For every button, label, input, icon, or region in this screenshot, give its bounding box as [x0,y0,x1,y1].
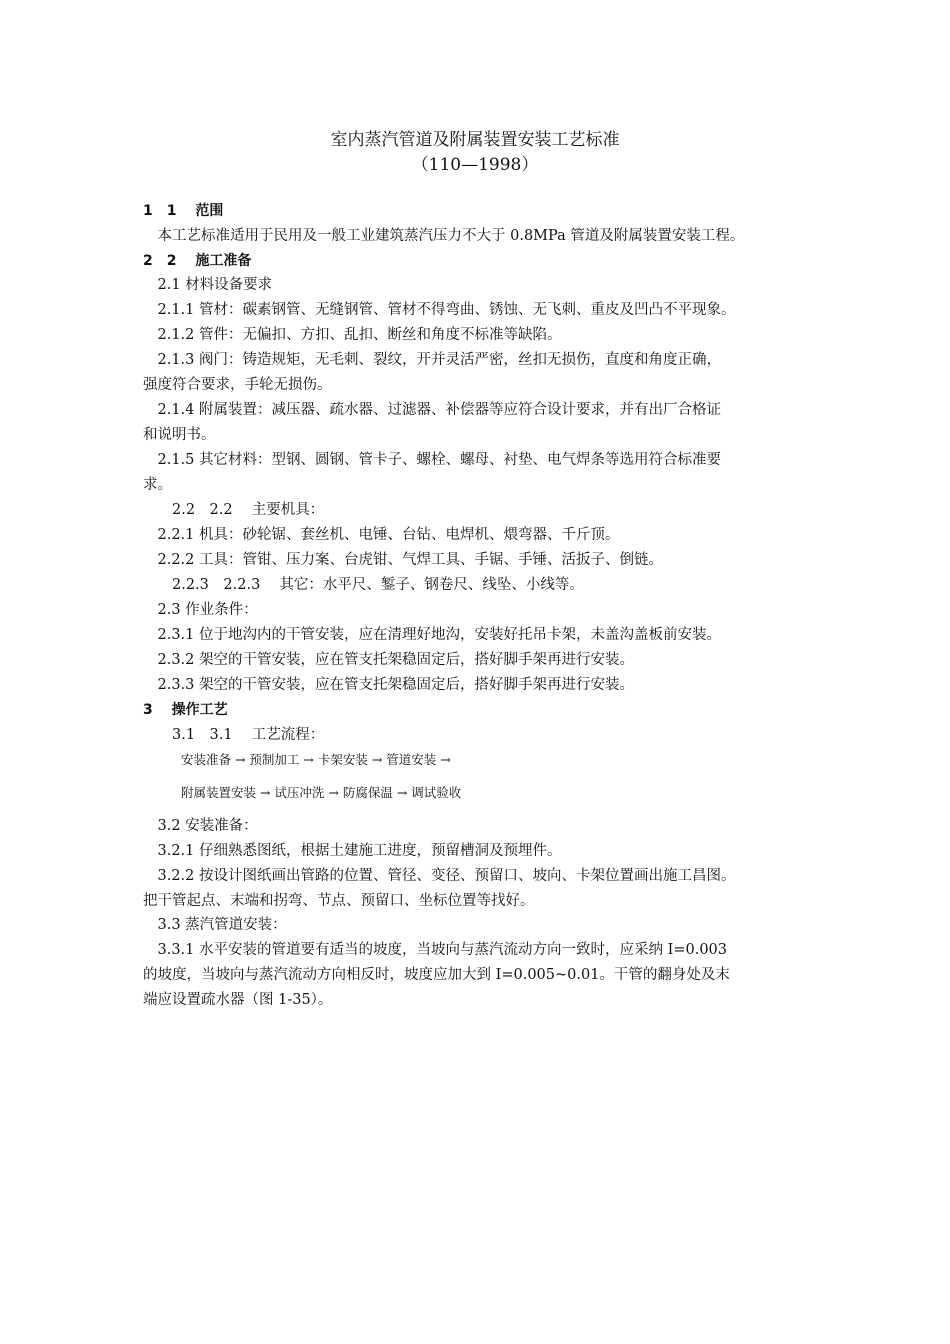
paragraph-line: 2.2.1 机具：砂轮锯、套丝机、电锤、台钻、电焊机、煨弯器、千斤顶。 [143,527,620,543]
paragraph-line: 2.3.1 位于地沟内的干管安装，应在清理好地沟，安装好托吊卡架，未盖沟盖板前安装。 [143,627,721,643]
paragraph-line: 3.3.1 水平安装的管道要有适当的坡度，当坡向与蒸汽流动方向一致时，应采纳 I=0.003 [143,942,727,958]
process-flow-line-1: 安装准备 → 预制加工 → 卡架安装 → 管道安装 → [181,752,451,767]
section-heading: 2 2 施工准备 [143,253,252,269]
paragraph-line: 2.1.5 其它材料：型钢、圆钢、管卡子、螺栓、螺母、衬垫、电气焊条等选用符合标准要 [143,452,721,468]
subsection-heading: 3.3 蒸汽管道安装： [143,917,287,933]
paragraph-line: 2.2.3 2.2.3 其它：水平尺、錾子、钢卷尺、线坠、小线等。 [143,577,584,593]
subsection-heading: 3.2 安装准备： [143,818,258,834]
section-heading: 1 1 范围 [143,203,224,219]
paragraph-line: 3.2.1 仔细熟悉图纸，根据土建施工进度，预留槽洞及预埋件。 [143,843,562,859]
paragraph-line: 求。 [143,477,172,493]
subsection-heading: 3.1 3.1 工艺流程： [143,727,325,743]
paragraph-line: 2.1.2 管件：无偏扣、方扣、乱扣、断丝和角度不标准等缺陷。 [143,327,562,343]
paragraph-line: 2.2.2 工具：管钳、压力案、台虎钳、气焊工具、手锯、手锤、活扳子、倒链。 [143,552,664,568]
subsection-heading: 2.2 2.2 主要机具： [143,502,325,518]
paragraph-line: 和说明书。 [143,427,216,443]
paragraph-line: 端应设置疏水器（图 1-35）。 [143,992,333,1008]
doc-subtitle: （110—1998） [411,155,539,175]
process-flow-line-2: 附属装置安装 → 试压冲洗 → 防腐保温 → 调试验收 [181,785,462,800]
paragraph-line: 3.2.2 按设计图纸画出管路的位置、管径、变径、预留口、坡向、卡架位置画出施工昌图。 [143,868,736,884]
paragraph-line: 的坡度，当坡向与蒸汽流动方向相反时，坡度应加大到 I=0.005~0.01。干管的翻身处及末 [143,967,730,983]
paragraph-line: 把干管起点、末端和拐弯、节点、预留口、坐标位置等找好。 [143,893,535,909]
paragraph-line: 强度符合要求，手轮无损伤。 [143,377,332,393]
paragraph-line: 2.3.2 架空的干管安装，应在管支托架稳固定后，搭好脚手架再进行安装。 [143,652,635,668]
paragraph-line: 2.1.3 阀门：铸造规矩，无毛刺、裂纹，开并灵活严密，丝扣无损伤，直度和角度正确， [143,352,721,368]
paragraph-line: 2.1.4 附属装置：减压器、疏水器、过滤器、补偿器等应符合设计要求，并有出厂合格证 [143,402,721,418]
doc-title: 室内蒸汽管道及附属装置安装工艺标准 [330,130,620,150]
paragraph-line: 2.1.1 管材：碳素钢管、无缝钢管、管材不得弯曲、锈蚀、无飞刺、重皮及凹凸不平现象。 [143,302,736,318]
paragraph-line: 2.3.3 架空的干管安装，应在管支托架稳固定后，搭好脚手架再进行安装。 [143,677,635,693]
subsection-heading: 2.3 作业条件： [143,602,258,618]
section-heading: 3 操作工艺 [143,702,228,718]
subsection-heading: 2.1 材料设备要求 [143,277,273,293]
paragraph-line: 本工艺标准适用于民用及一般工业建筑蒸汽压力不大于 0.8MPa 管道及附属装置安装工程。 [143,228,745,244]
